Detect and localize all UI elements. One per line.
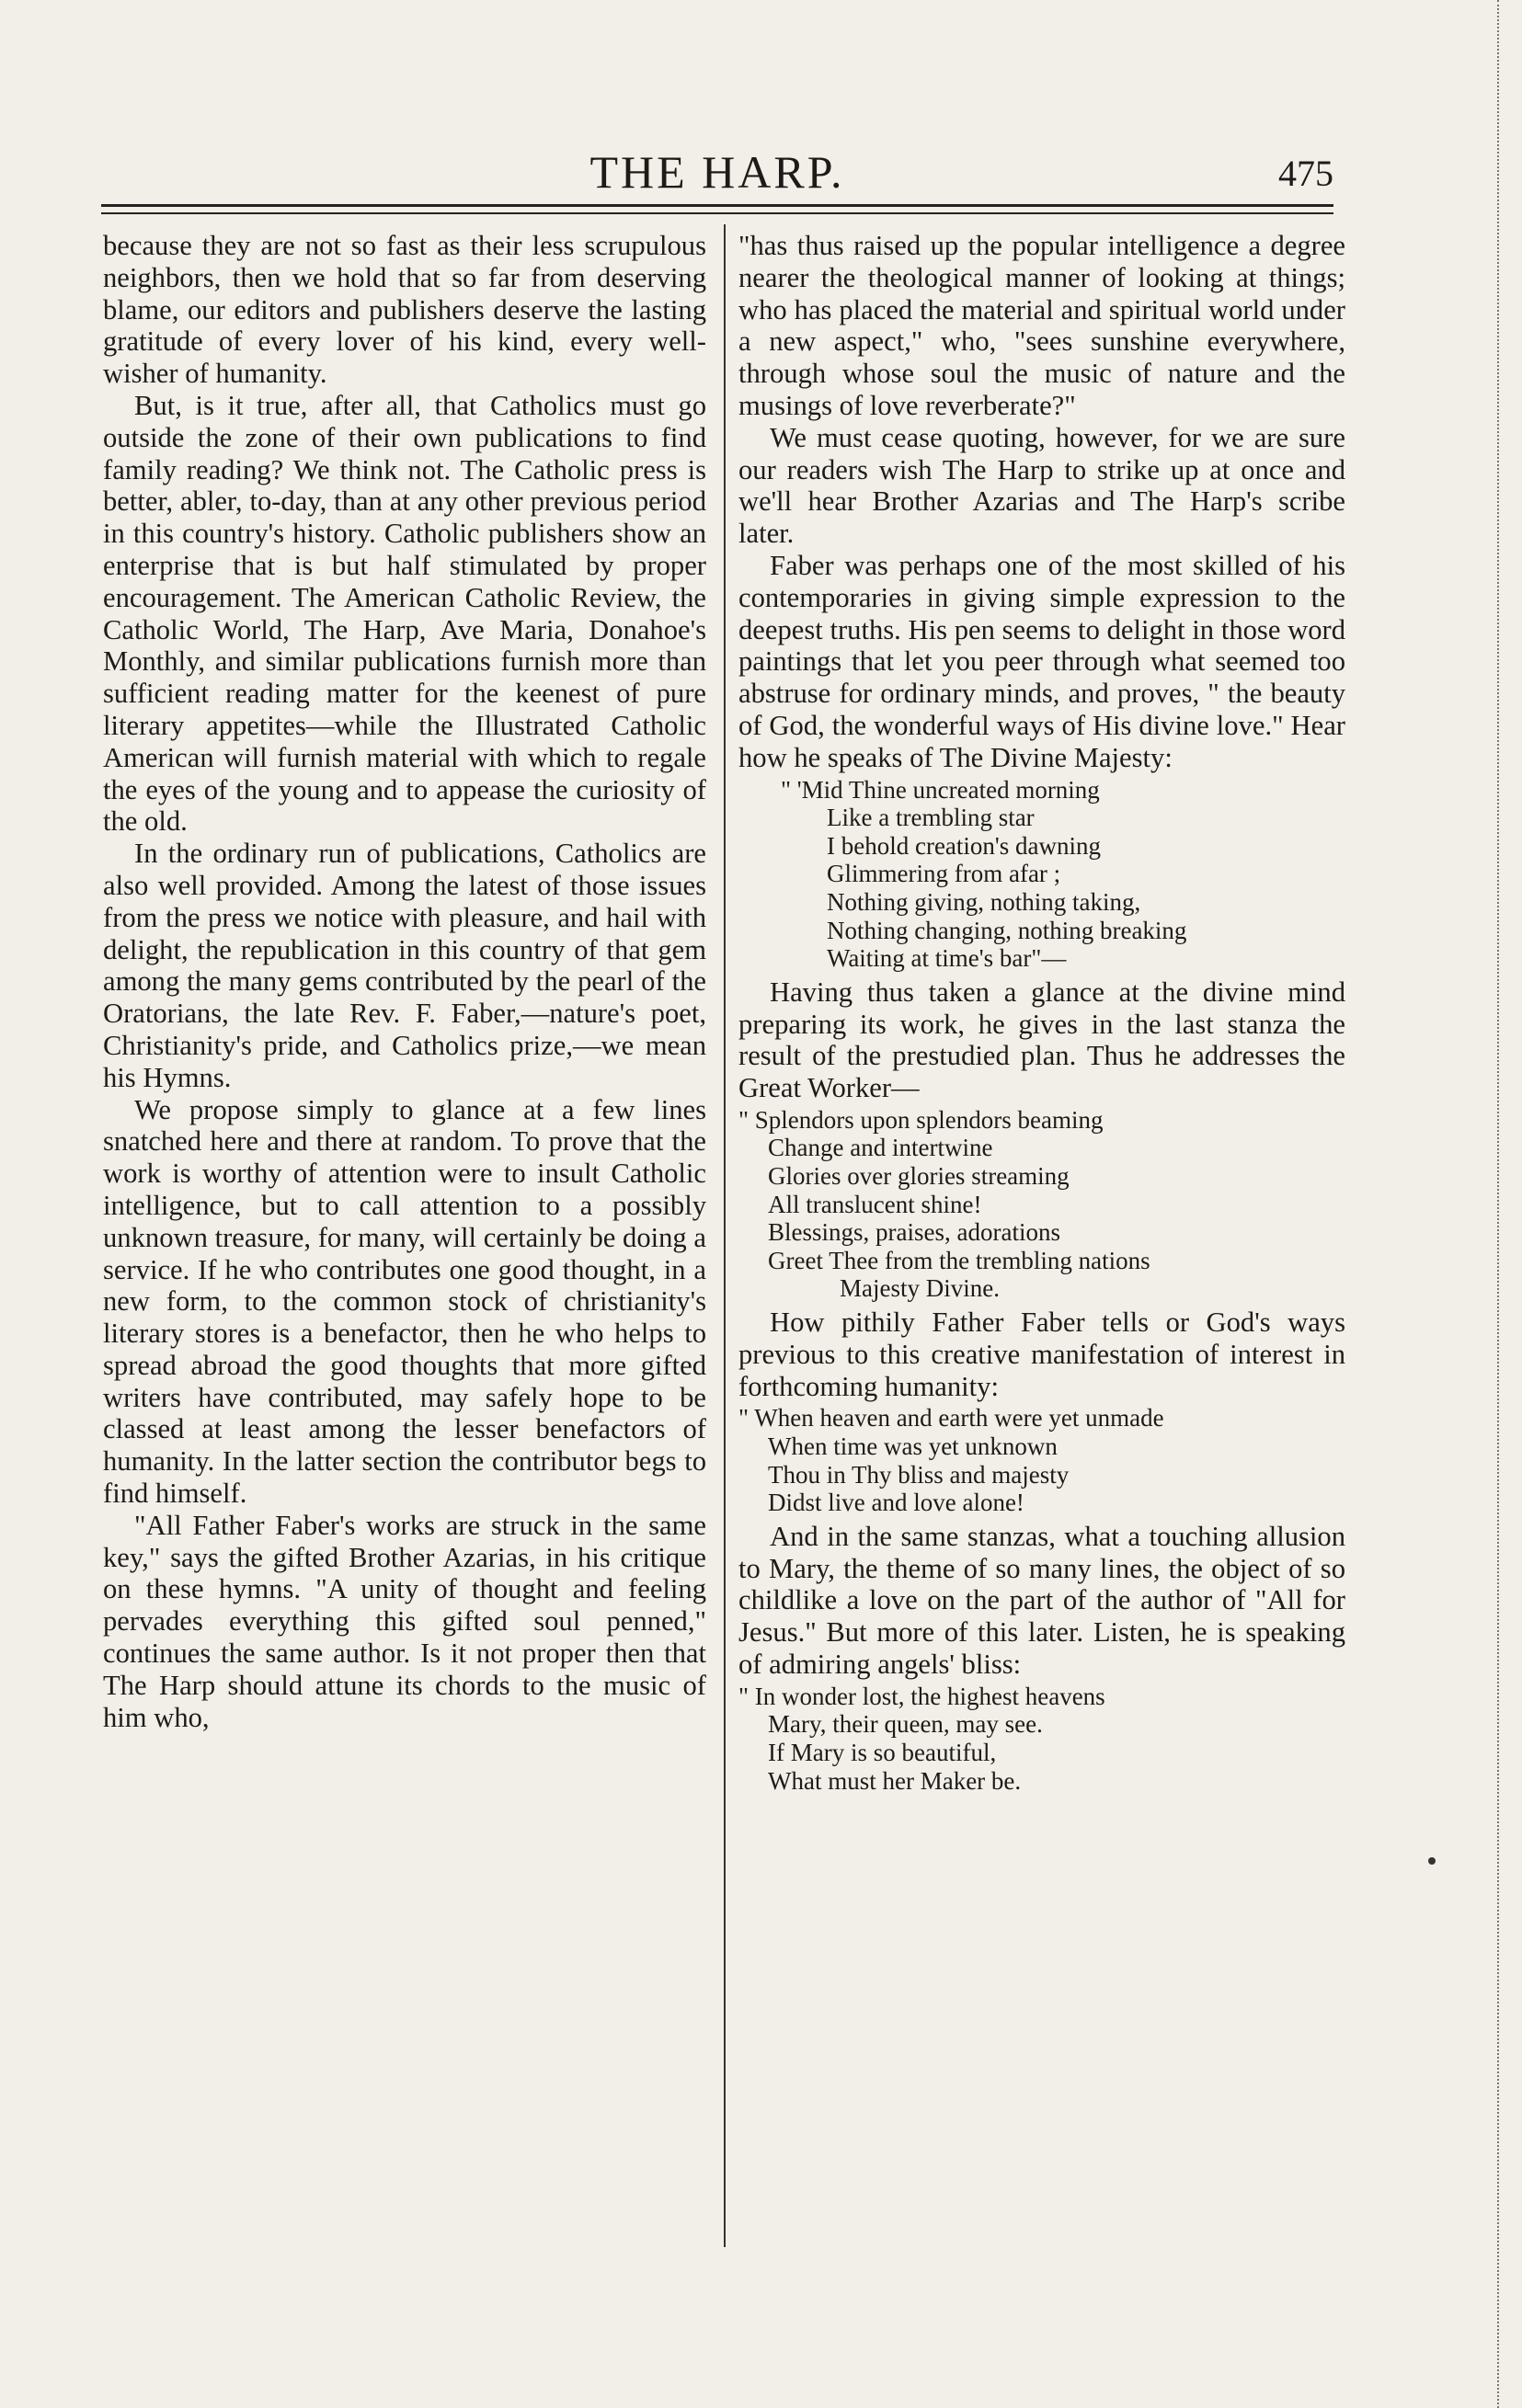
paragraph: But, is it true, after all, that Catholics must go outside the zone of their own publications to find family reading? We think not. The Catholic press is better, abler, to-day, than at any other previous period in this country's history. Catholic publishers show an enterprise that is but half stimulated by proper encouragement. The American Catholic Review, the Catholic World, The Harp, Ave Maria, Donahoe's Monthly, and similar publications furnish more than sufficient reading matter for the keenest of pure literary appetites—while the Illustrated Catholic American will furnish material with which to regale the eyes of the young and to appease the curiosity of the old. (103, 389, 706, 838)
ink-speck (1428, 1857, 1436, 1865)
verse-line: Greet Thee from the trembling nations (768, 1246, 1150, 1274)
verse-line: Nothing giving, nothing taking, (827, 887, 1141, 916)
poem-stanza (738, 1404, 1345, 1516)
verse-line: Like a trembling star (827, 804, 1035, 832)
verse-line: All translucent shine! (768, 1190, 982, 1218)
paragraph: Faber was perhaps one of the most skilled of his contemporaries in giving simple expression to the deepest truths. His pen seems to delight in those word paintings that let you peer through what seemed too abstruse for ordinary minds, and proves, " the beauty of God, the wonderful ways of His divine love." Hear how he speaks of The Divine Majesty: (738, 549, 1345, 773)
paragraph: How pithily Father Faber tells or God's ways previous to this creative manifestation of interest in forthcoming humanity: (738, 1307, 1345, 1402)
verse-line: When time was yet unknown (768, 1432, 1058, 1461)
header-rule-thin (101, 212, 1333, 214)
header-rule (101, 204, 1333, 207)
page-header (101, 145, 1333, 199)
verse-line: Glimmering from afar ; (827, 860, 1061, 888)
verse-line: Waiting at time's bar"— (827, 944, 1067, 973)
paragraph: "has thus raised up the popular intelligence a degree nearer the theological manner of looking at things; who has placed the material and spiritual world under a new aspect," who, "sees sunshine everywhere, through whose soul the music of nature and the musings of love reverberate?" (738, 230, 1345, 421)
verse-line: Change and intertwine (768, 1134, 993, 1162)
verse-line: Didst live and love alone! (768, 1489, 1024, 1517)
paragraph: "All Father Faber's works are struck in the same key," says the gifted Brother Azarias, in his critique on these hymns. "A unity of thought and feeling pervades everything this gifted soul penned," continues the same author. Is it not proper then that The Harp should attune its chords to the music of him who, (103, 1509, 706, 1733)
verse-line: Majesty Divine. (840, 1274, 1000, 1303)
verse-line: Blessings, praises, adorations (768, 1218, 1060, 1247)
page-edge (1497, 0, 1512, 2408)
verse-line: Mary, their queen, may see. (768, 1710, 1043, 1739)
paragraph: And in the same stanzas, what a touching allusion to Mary, the theme of so many lines, the object of so childlike a love on the part of the author of "All for Jesus." But more of this later. Listen, he is speaking of admiring angels' bliss: (738, 1520, 1345, 1680)
verse-line: " When heaven and earth were yet unmade (738, 1404, 1164, 1432)
verse-line: Glories over glories streaming (768, 1162, 1070, 1191)
paragraph: Having thus taken a glance at the divine mind preparing its work, he gives in the last stanza the result of the prestudied plan. Thus he addresses the Great Worker— (738, 976, 1345, 1104)
poem-stanza (738, 776, 1345, 973)
paragraph: because they are not so fast as their less scrupulous neighbors, then we hold that so far from deserving blame, our editors and publishers deserve the lasting gratitude of every lover of his kind, every well-wisher of humanity. (103, 230, 706, 390)
page-number: 475 (1278, 153, 1333, 194)
verse-line: Nothing changing, nothing breaking (827, 916, 1187, 944)
paragraph: In the ordinary run of publications, Catholics are also well provided. Among the latest of those issues from the press we notice with pleasure, and hail with delight, the republication in this country of that gem among the many gems contributed by the pearl of the Oratorians, the late Rev. F. Faber,—nature's poet, Christianity's pride, and Catholics prize,—we mean his Hymns. (103, 838, 706, 1093)
left-column (103, 230, 706, 1733)
paragraph: We propose simply to glance at a few lines snatched here and there at random. To prove that the work is worthy of attention were to insult Catholic intelligence, but to call attention to a possibly unknown treasure, for many, will certainly be doing a service. If he who contributes one good thought, in a new form, to the common stock of christianity's literary stores is a benefactor, then he who helps to spread abroad the good thoughts that more gifted writers have contributed, may safely hope to be classed at least among the lesser benefactors of humanity. In the latter section the contributor begs to find himself. (103, 1093, 706, 1510)
right-column (738, 230, 1345, 1798)
verse-line: " In wonder lost, the highest heavens (738, 1682, 1105, 1710)
verse-line: " 'Mid Thine uncreated morning (781, 775, 1100, 804)
poem-stanza (738, 1106, 1345, 1303)
running-head: THE HARP. (589, 146, 845, 198)
column-divider (724, 224, 726, 2247)
verse-line: " Splendors upon splendors beaming (738, 1105, 1104, 1134)
verse-line: Thou in Thy bliss and majesty (768, 1460, 1070, 1489)
verse-line: If Mary is so beautiful, (768, 1738, 997, 1766)
poem-stanza (738, 1683, 1345, 1795)
verse-line: What must her Maker be. (768, 1766, 1022, 1795)
paragraph: We must cease quoting, however, for we are sure our readers wish The Harp to strike up at once and we'll hear Brother Azarias and The Harp's scribe later. (738, 421, 1345, 550)
verse-line: I behold creation's dawning (827, 831, 1102, 860)
